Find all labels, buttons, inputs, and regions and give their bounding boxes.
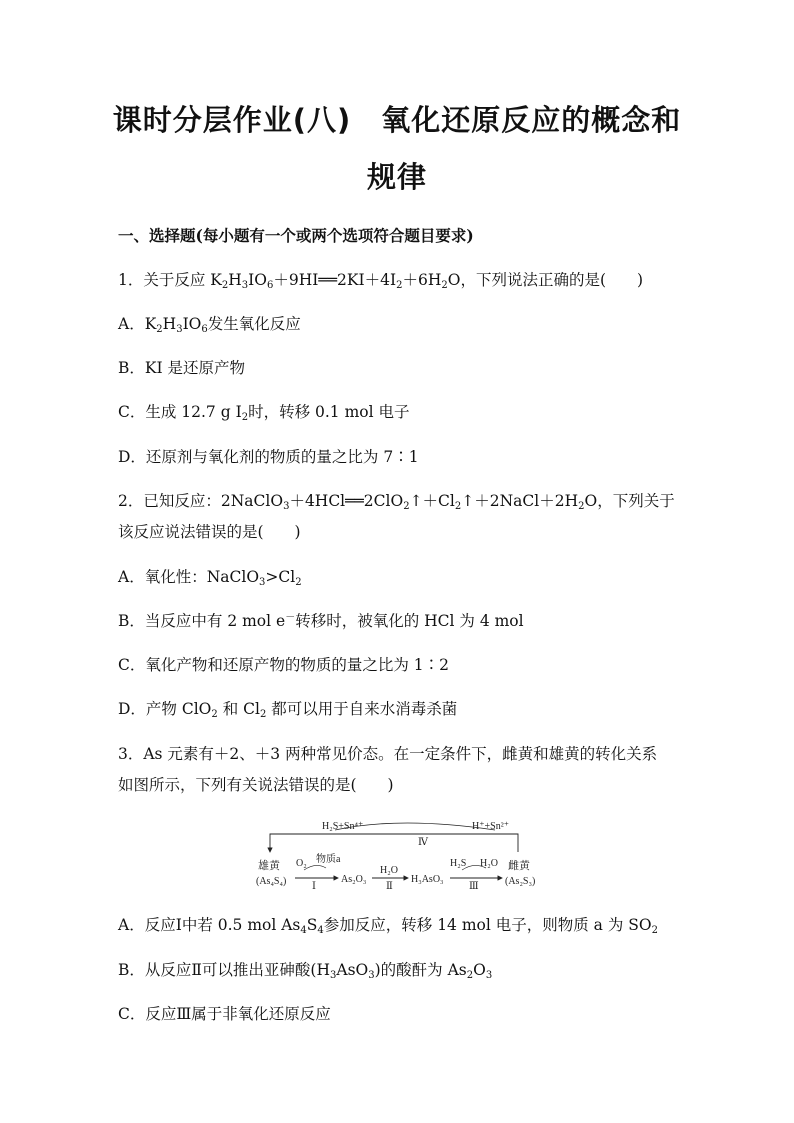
question-2-option-c: C．氧化产物和还原产物的物质的量之比为 1∶2 [118,656,450,674]
arsenic-conversion-diagram [250,812,550,892]
question-3-option-b: B．从反应Ⅱ可以推出亚砷酸$(H_3AsO_3)$的酸酐为 $As_2O_3$ [118,961,493,981]
diagram-left-name: 雄黄 [258,860,280,872]
question-2-option-b: B．当反应中有 2 mol e－转移时，被氧化的 HCl 为 4 mol [118,612,524,630]
question-1-option-b: B．KI 是还原产物 [118,359,246,377]
diagram-top-left-reagents: H₂S+Sn⁴⁺ [322,821,364,832]
question-2-stem-line-1: 2．已知反应：$2NaClO_3+4HCl══2ClO_2↑+Cl_2↑+2NaCl+2H_2O$，下列关于 [118,492,675,512]
question-2-option-a: A．氧化性：$NaClO_3>Cl_2$ [118,568,302,588]
question-1-option-c: C．生成 12.7 g $I_2$时，转移 0.1 mol 电子 [118,403,410,423]
diagram-h2o-1: H₂O [380,865,398,876]
question-1-stem: 1．关于反应 $K_2H_3IO_6+9HI══2KI+4I_2+6H_2O$，下列说法正确的是( ) [118,271,644,291]
diagram-o2: O₂ [296,858,307,869]
diagram-left-formula: (As₄S₄) [256,876,287,887]
diagram-roman-3: Ⅲ [469,881,479,892]
diagram-as2o3: As₂O₃ [341,874,367,885]
section-header: 一、选择题(每小题有一个或两个选项符合题目要求) [118,226,474,245]
diagram-roman-1: Ⅰ [312,881,316,892]
diagram-substance-a: 物质a [316,854,341,865]
page-title-line-2: 规律 [366,160,427,194]
diagram-top-right-products: H⁺+Sn²⁺ [472,821,509,832]
diagram-roman-2: Ⅱ [386,881,393,892]
reaction-4-arrow [270,834,518,852]
question-2-option-d: D．产物 ClO$_2$ 和 $Cl_2$ 都可以用于自来水消毒杀菌 [118,700,458,720]
question-1-option-a: A．$K_2H_3IO_6$发生氧化反应 [118,315,301,335]
diagram-h2o-2: H₂O [480,858,498,869]
question-2-stem-line-2: 该反应说法错误的是( ) [118,523,301,541]
diagram-right-name: 雌黄 [508,860,530,872]
question-3-stem-line-1: 3．As 元素有＋2、＋3 两种常见价态。在一定条件下，雌黄和雄黄的转化关系 [118,745,658,763]
diagram-right-formula: (As₂S₃) [505,876,536,887]
diagram-roman-4: Ⅳ [418,837,428,848]
diagram-h2s: H₂S [450,858,467,869]
question-1-option-d: D．还原剂与氧化剂的物质的量之比为 7∶1 [118,448,419,466]
diagram-h3aso3: H₃AsO₃ [411,874,444,885]
page-title-line-1: 课时分层作业(八) 氧化还原反应的概念和 [112,103,682,137]
question-3-option-c: C．反应Ⅲ属于非氧化还原反应 [118,1005,331,1023]
question-3-stem-line-2: 如图所示，下列有关说法错误的是( ) [118,776,394,794]
question-3-option-a: A．反应Ⅰ中若 0.5 mol $As_4S_4$参加反应，转移 14 mol 电子，则物质 a 为 $SO_2$ [118,916,658,936]
reaction-1-curve [304,865,326,870]
